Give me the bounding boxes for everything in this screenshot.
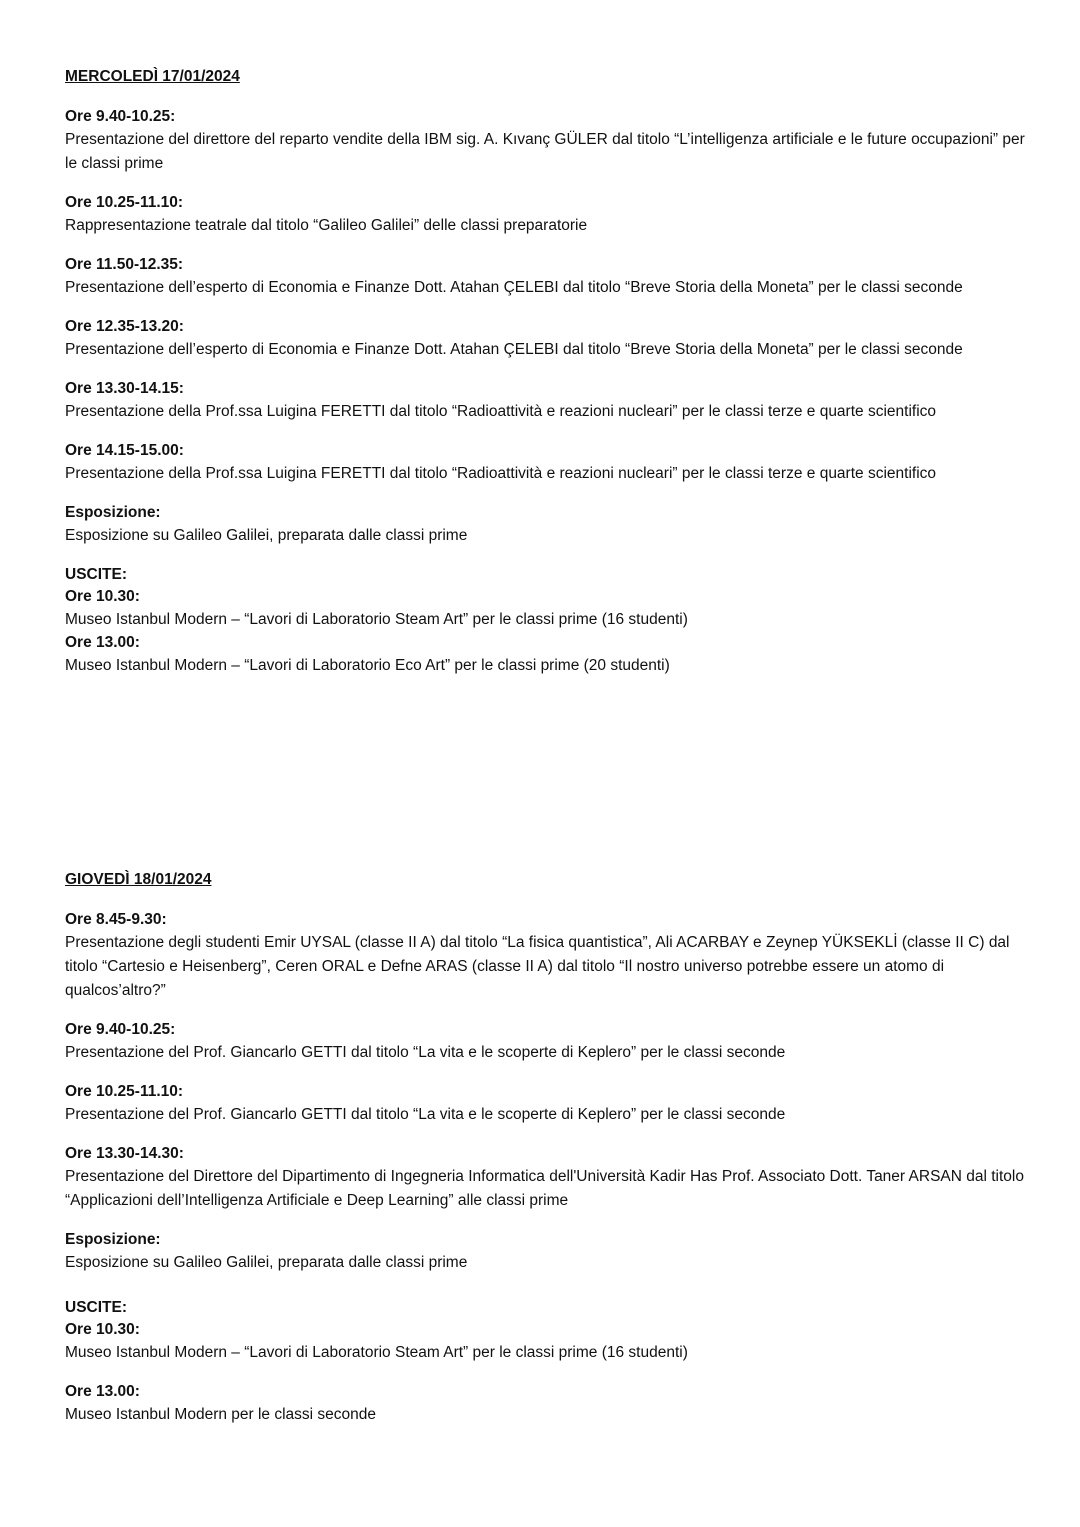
schedule-entry [65,1019,1025,1065]
entry-description: Presentazione della Prof.ssa Luigina FERETTI dal titolo “Radioattività e reazioni nucleari” per le classi terze e quarte scientifico [65,465,937,482]
exit-time: Ore 10.30: [65,1321,140,1338]
exit-description: Museo Istanbul Modern – “Lavori di Laboratorio Steam Art” per le classi prime (16 studenti) [65,1344,688,1361]
schedule-entry [65,440,1025,486]
schedule-entry [65,254,1025,300]
entry-time: Ore 10.25-11.10: [65,194,184,211]
entry-description: Presentazione del direttore del reparto vendite della IBM sig. A. Kıvanç GÜLER dal titolo “L’intelligenza artificiale e le future occupazioni” per le classi prime [65,131,1025,172]
entry-description: Presentazione della Prof.ssa Luigina FERETTI dal titolo “Radioattività e reazioni nucleari” per le classi terze e quarte scientifico [65,403,937,420]
entry-time: Ore 12.35-13.20: [65,318,184,335]
schedule-entry [65,106,1025,176]
entry-time: Esposizione: [65,1231,161,1248]
day-section-2 [65,869,1025,1427]
entry-description: Esposizione su Galileo Galilei, preparata dalle classi prime [65,527,468,544]
entry-time: Ore 14.15-15.00: [65,442,184,459]
exits-section [65,1297,1025,1427]
entry-time: Ore 13.30-14.30: [65,1145,184,1162]
entry-description: Presentazione del Direttore del Dipartimento di Ingegneria Informatica dell'Università Kadir Has Prof. Associato Dott. Taner ARSAN dal titolo “Applicazioni dell’Intelligenza Artificiale e Deep Learning” alle classi prime [65,1168,1024,1209]
entry-description: Presentazione dell’esperto di Economia e Finanze Dott. Atahan ÇELEBI dal titolo “Breve Storia della Moneta” per le classi seconde [65,341,963,358]
entry-description: Presentazione degli studenti Emir UYSAL (classe II A) dal titolo “La fisica quantistica”, Ali ACARBAY e Zeynep YÜKSEKLİ (classe II C) dal titolo “Cartesio e Heisenberg”, Ceren ORAL e Defne ARAS (classe II A) dal titolo “Il nostro universo potrebbe essere un atomo di qualcos’altro?” [65,934,1010,999]
entry-description: Presentazione dell’esperto di Economia e Finanze Dott. Atahan ÇELEBI dal titolo “Breve Storia della Moneta” per le classi seconde [65,279,963,296]
entry-description: Presentazione del Prof. Giancarlo GETTI dal titolo “La vita e le scoperte di Keplero” per le classi seconde [65,1106,786,1123]
schedule-entry [65,1143,1025,1213]
entry-description: Presentazione del Prof. Giancarlo GETTI dal titolo “La vita e le scoperte di Keplero” per le classi seconde [65,1044,786,1061]
entry-time: Ore 9.40-10.25: [65,108,176,125]
exits-label: USCITE: [65,1299,127,1316]
day-title: MERCOLEDÌ 17/01/2024 [65,68,240,85]
schedule-entry [65,316,1025,362]
schedule-entry [65,1081,1025,1127]
exit-time: Ore 10.30: [65,588,140,605]
exits-section [65,564,1025,678]
entry-description: Rappresentazione teatrale dal titolo “Galileo Galilei” delle classi preparatorie [65,217,588,234]
exhibition-entry [65,1229,1025,1275]
day-title: GIOVEDÌ 18/01/2024 [65,871,212,888]
exhibition-entry [65,502,1025,548]
schedule-entry [65,378,1025,424]
exits-label: USCITE: [65,566,127,583]
exit-description: Museo Istanbul Modern per le classi seconde [65,1406,377,1423]
day-section-1 [65,66,1025,678]
exit-description: Museo Istanbul Modern – “Lavori di Laboratorio Steam Art” per le classi prime (16 studenti) [65,611,688,628]
entry-description: Esposizione su Galileo Galilei, preparata dalle classi prime [65,1254,468,1271]
entry-time: Ore 9.40-10.25: [65,1021,176,1038]
schedule-entry [65,909,1025,1003]
entry-time: Ore 11.50-12.35: [65,256,184,273]
exit-entry [65,1381,1025,1427]
exit-time: Ore 13.00: [65,1383,140,1400]
exit-entry [65,632,1025,678]
schedule-entry [65,192,1025,238]
exit-time: Ore 13.00: [65,634,140,651]
entry-time: Ore 8.45-9.30: [65,911,167,928]
entry-time: Ore 13.30-14.15: [65,380,184,397]
exit-entry [65,586,1025,632]
entry-time: Esposizione: [65,504,161,521]
entry-time: Ore 10.25-11.10: [65,1083,184,1100]
exit-description: Museo Istanbul Modern – “Lavori di Laboratorio Eco Art” per le classi prime (20 studenti) [65,657,670,674]
exit-entry [65,1319,1025,1365]
